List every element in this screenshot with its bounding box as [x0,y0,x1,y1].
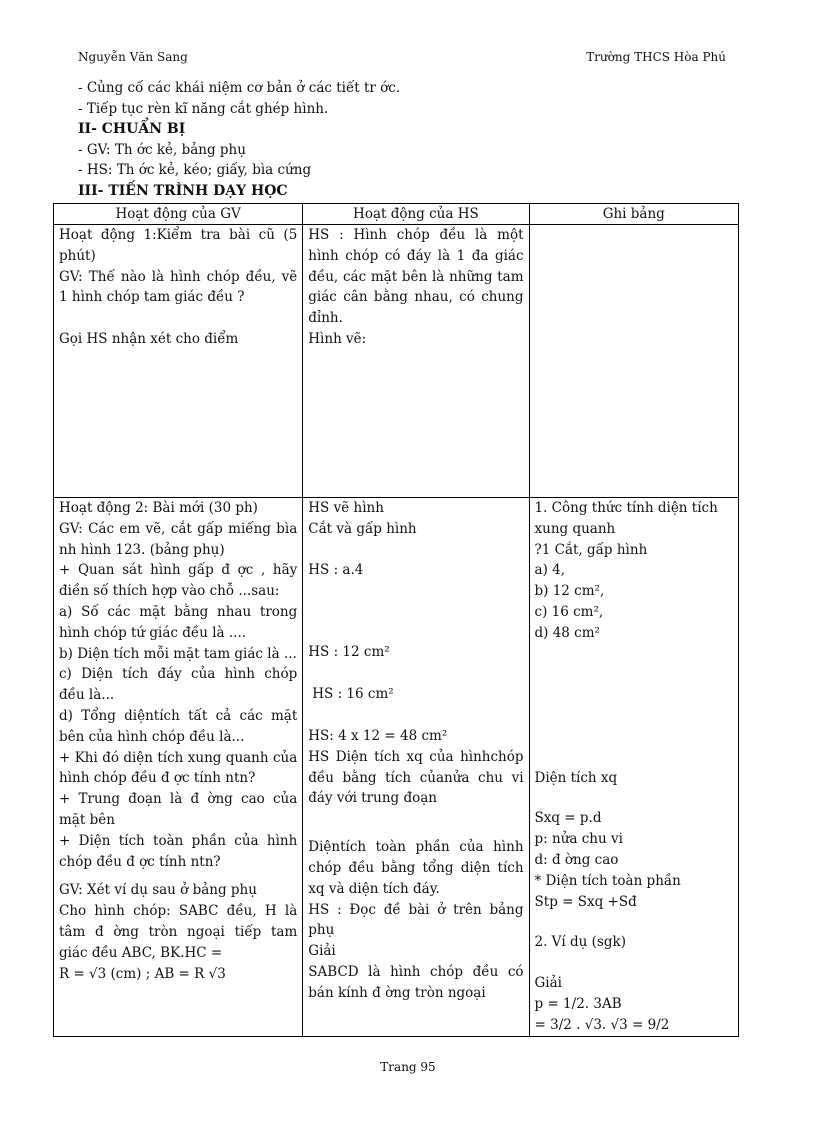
cell-text: * Diện tích toàn phần [534,872,681,889]
cell-text: HS Diện tích xq của hìnhchóp đều bằng tích củanửa chu vi đáy với trung đoạn [308,748,524,807]
cell-text: Hình vẽ: [308,330,367,347]
intro-line: - Tiếp tục rèn kĩ năng cắt ghép hình. [78,100,329,117]
cell-text: c) Diện tích đáy của hình chóp đều là... [59,666,298,704]
intro-line: - Củng cố các khái niệm cơ bản ở các tiết tr ớc. [78,80,401,96]
cell-text: Diện tích xq [534,769,618,786]
cell-text: b) Diện tích mỗi mặt tam giác là ... [59,645,297,662]
cell-hs-activity2 [303,498,529,1037]
header-author: Nguyễn Văn Sang [78,50,188,64]
cell-text: Cho hình chóp: SABC đều, H là tâm đ ờng tròn ngoại tiếp tam giác đều ABC, BK.HC = [59,903,298,961]
cell-text: + Khi đó diện tích xung quanh của hình chóp đều đ ợc tính ntn? [59,749,298,787]
cell-text: HS : a.4 [308,561,364,578]
cell-gv-activity2 [54,498,303,1037]
column-header-gv: Hoạt động của GV [54,204,303,225]
cell-text: Giải [308,943,336,960]
cell-text: 2. Ví dụ (sgk) [534,934,626,951]
cell-text: b) 12 cm², [534,583,605,600]
table-header-row [54,204,739,225]
cell-text: Sxq = p.d [534,810,602,827]
cell-text: Gọi HS nhận xét cho điểm [59,331,239,348]
cell-board-activity2 [529,498,738,1037]
cell-hs-activity1 [303,225,529,498]
cell-text: SABCD là hình chóp đều có bán kính đ ờng tròn ngoại [308,963,524,1001]
cell-text: = 3/2 . √3. √3 = 9/2 [534,1016,670,1033]
cell-text: ?1 Cắt, gấp hình [534,541,648,558]
page-number: Trang 95 [380,1060,436,1074]
cell-gv-activity1 [54,225,303,498]
prep-line-hs: - HS: Th ớc kẻ, kéo; giấy, bìa cứng [78,162,312,178]
column-header-hs: Hoạt động của HS [303,204,529,225]
cell-text: Hoạt động 1:Kiểm tra bài cũ (5 phút) [59,227,298,264]
cell-text: HS : Hình chóp đều là một hình chóp có đáy là 1 đa giác đều, các mặt bên là những tam giác cân bằng nhau, có chung đỉnh. [308,227,524,327]
cell-text: d) 48 cm² [534,624,600,641]
cell-text: Diệntích toàn phần của hình chóp đều bằng tổng diện tích xq và diện tích đáy. [308,839,524,897]
prep-line-gv: - GV: Th ớc kẻ, bảng phụ [78,141,246,158]
cell-text: p = 1/2. 3AB [534,995,622,1012]
cell-text: HS : 12 cm² [308,644,390,661]
cell-text: a) Số các mặt bằng nhau trong hình chóp tứ giác đều là .... [59,603,298,641]
header-school: Trường THCS Hòa Phú [586,50,726,64]
section-title-process: III- TIẾN TRÌNH DẠY HỌC [78,182,288,199]
cell-text: 1. Công thức tính diện tích xung quanh [534,500,718,537]
cell-board-activity1 [529,225,738,498]
table-row [54,225,739,498]
cell-text: R = √3 (cm) ; AB = R √3 [59,965,226,982]
cell-text: HS vẽ hình [308,500,384,516]
section-title-prep: II- CHUẨN BỊ [78,121,186,137]
cell-text: Stp = Sxq +Sđ [534,893,637,910]
table-row [54,498,739,1037]
cell-text: Hoạt động 2: Bài mới (30 ph) [59,500,258,516]
cell-text: GV: Xét ví dụ sau ở bảng phụ [59,882,257,899]
cell-text: a) 4, [534,562,566,579]
cell-text: + Quan sát hình gấp đ ợc , hãy điền số thích hợp vào chỗ ...sau: [59,562,298,600]
intro-section [78,78,738,201]
cell-text: Giải [534,975,562,992]
cell-text: + Diện tích toàn phần của hình chóp đều đ ợc tính ntn? [59,832,298,870]
cell-text: GV: Thế nào là hình chóp đều, vẽ 1 hình chóp tam giác đều ? [59,268,298,306]
column-header-board: Ghi bảng [529,204,738,225]
cell-text: HS : Đọc đề bài ở trên bảng phụ [308,901,524,939]
cell-text: p: nửa chu vi [534,831,623,848]
cell-text: GV: Các em vẽ, cắt gấp miếng bìa nh hình 123. (bảng phụ) [59,520,298,558]
cell-text: + Trung đoạn là đ ờng cao của mặt bên [59,791,298,828]
cell-text: c) 16 cm², [534,603,604,620]
cell-text: HS : 16 cm² [312,686,394,703]
cell-text: d) Tổng diệntích tất cả các mặt bên của hình chóp đều là... [59,707,298,745]
cell-text: d: đ ờng cao [534,851,619,868]
cell-text: Cắt và gấp hình [308,520,417,537]
lesson-table [53,203,739,1037]
cell-text: HS: 4 x 12 = 48 cm² [308,727,448,744]
